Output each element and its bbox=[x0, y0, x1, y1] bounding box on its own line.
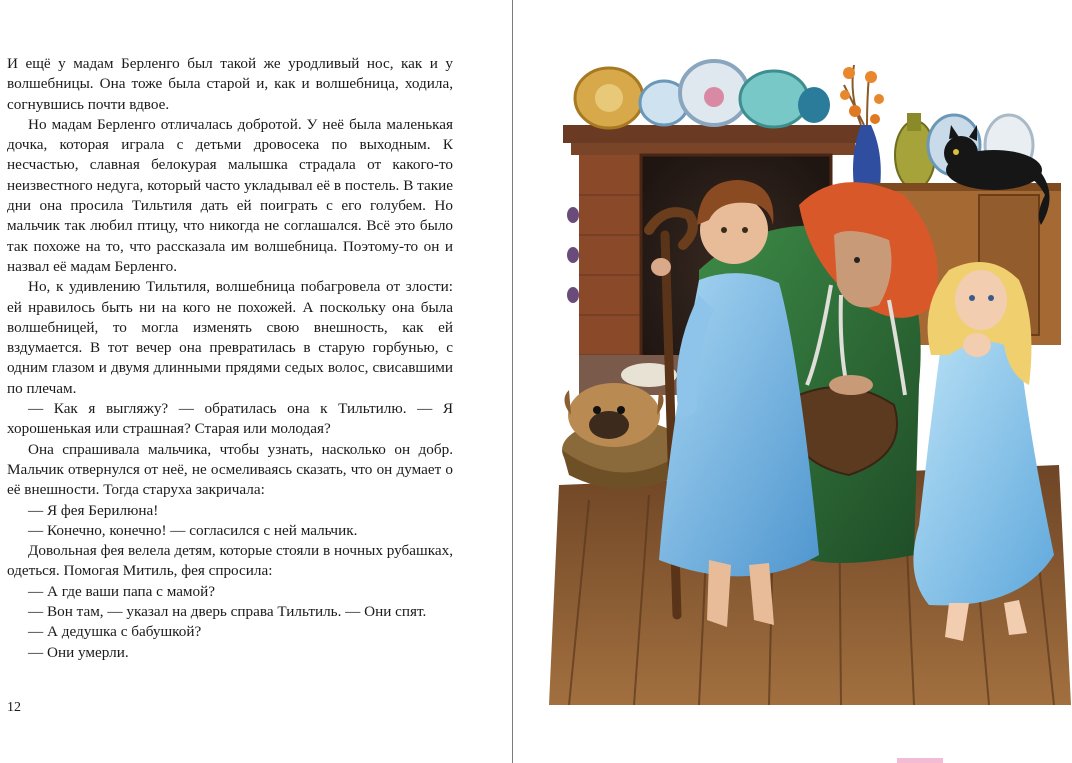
dialogue-line: — Я фея Берилюна! bbox=[28, 501, 159, 519]
dialogue-line: — Как я выгляжу? — обратилась она к Тильтилю. — Я хорошенькая или страшная? Старая или молодая? bbox=[7, 400, 453, 438]
dialogue-line: — А где ваши папа с мамой? bbox=[28, 582, 216, 600]
body-text bbox=[7, 54, 453, 663]
paragraph: Но мадам Берленго отличалась добротой. У неё была маленькая дочка, которая играла с детьми дровосека по выходным. К несчастью, славная белокурая малышка страдала от какого-то неизвестного недуга, который часто укладывал её в постель. В такие дни она просила Тильтиля дать ей поиграть с его голубем. Но мальчик так любил птицу, что никогда не соглашался. Всё это было так похоже на то, что рассказала им волшебница. Поэтому-то он и назвал её мадам Берленго. bbox=[7, 115, 453, 275]
story-illustration bbox=[549, 55, 1071, 705]
paragraph: Довольная фея велела детям, которые стояли в ночных рубашках, одеться. Помогая Митиль, фея спросила: bbox=[7, 542, 453, 580]
right-page bbox=[513, 0, 1072, 763]
dialogue-line: — Конечно, конечно! — согласился с ней мальчик. bbox=[28, 521, 358, 539]
paragraph: Она спрашивала мальчика, чтобы узнать, насколько он добр. Мальчик отвернулся от неё, не осмеливаясь сказать, что он думает о её внешности. Тогда старуха закричала: bbox=[7, 440, 453, 499]
page-number: 12 bbox=[7, 700, 21, 715]
dialogue-line: — А дедушка с бабушкой? bbox=[28, 623, 202, 641]
left-page bbox=[0, 0, 512, 763]
dialogue-line: — Они умерли. bbox=[28, 643, 129, 661]
dialogue-line: — Вон там, — указал на дверь справа Тильтиль. — Они спят. bbox=[28, 603, 427, 621]
paragraph: Но, к удивлению Тильтиля, волшебница побагровела от злости: ей нравилось быть ни на кого не похожей. А поскольку она была волшебницей, то могла изменять свою внешность, как ей вздумается. В тот вечер она превратилась в старую горбунью, с одним глазом и двумя длинными прядями седых волос, свисавшими по плечам. bbox=[7, 278, 453, 397]
decorative-plates bbox=[575, 61, 830, 128]
printer-mark bbox=[897, 758, 943, 763]
paragraph: И ещё у мадам Берленго был такой же уродливый нос, как и у волшебницы. Она тоже была старой и, как и волшебница, ходила, согнувшись почти вдвое. bbox=[7, 55, 453, 113]
